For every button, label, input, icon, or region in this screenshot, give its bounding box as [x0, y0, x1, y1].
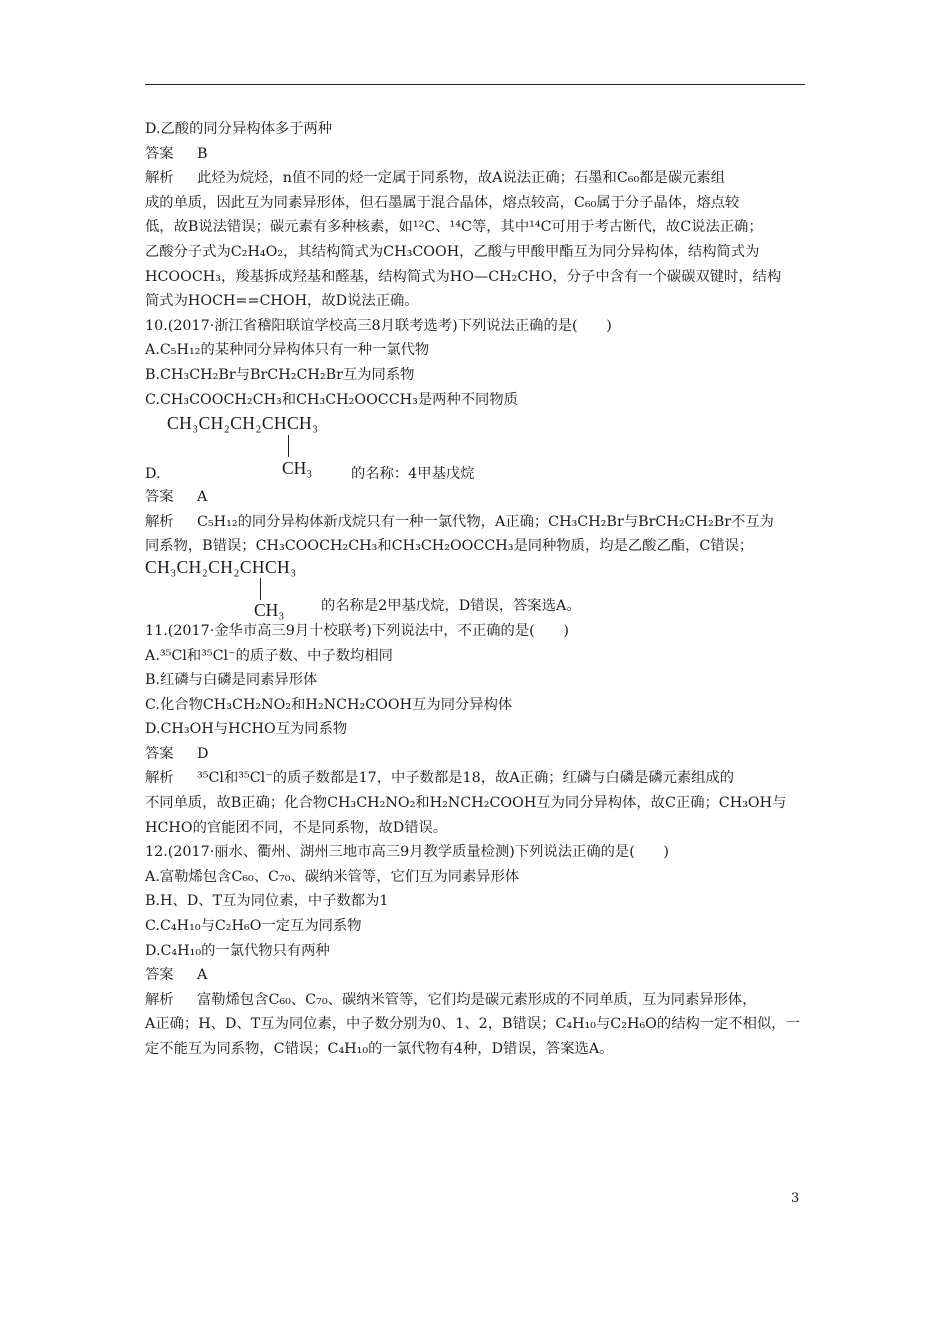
- answer-value: B: [197, 145, 208, 162]
- answer-q11: [145, 742, 809, 767]
- explanation-formula-name: 的名称是2甲基戊烷，D错误，答案选A。: [321, 597, 581, 614]
- answer-label: 答案: [145, 967, 174, 984]
- answer-label: 答案: [145, 489, 174, 506]
- q12-option-b: B.H、D、T互为同位素，中子数都为1: [145, 893, 389, 910]
- answer-q12: [145, 963, 809, 988]
- option-d-name: 的名称：4甲基戊烷: [351, 466, 475, 483]
- document-body: [145, 117, 809, 1062]
- option-d-prefix: D.: [145, 466, 161, 483]
- explanation-q11-line3: HCHO的官能团不同，不是同系物，故D错误。: [145, 819, 448, 836]
- answer-q9: [145, 142, 809, 167]
- explanation-label: 解析: [145, 991, 174, 1008]
- answer-label: 答案: [145, 745, 174, 762]
- q12-option-c: C.C₄H₁₀与C₂H₆O一定互为同系物: [145, 918, 362, 935]
- explanation-q9-line3: 低，故B说法错误；碳元素有多种核素，如¹²C、¹⁴C等，其中¹⁴C可用于考古断代，故C说法正确；: [145, 219, 763, 236]
- explanation-q10-line1: 解析 C₅H₁₂的同分异构体新戊烷只有一种一氯代物，A正确；CH₃CH₂Br与BrCH₂CH₂Br不互为: [145, 510, 809, 535]
- question-10: 10.(2017·浙江省稽阳联谊学校高三8月联考选考)下列说法正确的是( ): [145, 317, 612, 334]
- explanation-q11-line1: 解析 ³⁵Cl和³⁵Cl⁻的质子数都是17，中子数都是18，故A正确；红磷与白磷是磷元素组成的: [145, 766, 809, 791]
- structural-bond: [260, 578, 261, 600]
- question-11: 11.(2017·金华市高三9月十校联考)下列说法中，不正确的是( ): [145, 622, 569, 639]
- q12-option-d: D.C₄H₁₀的一氯代物只有两种: [145, 942, 330, 959]
- explanation-q12-line2: A正确；H、D、T互为同位素，中子数分别为0、1、2，B错误；C₄H₁₀与C₂H₆O的结构一定不相似，一: [145, 1016, 800, 1033]
- q12-option-a: A.富勒烯包含C₆₀、C₇₀、碳纳米管等，它们互为同素异形体: [145, 868, 520, 885]
- q11-option-d: D.CH₃OH与HCHO互为同系物: [145, 721, 348, 738]
- structural-formula-branch: CH₃: [254, 599, 285, 620]
- q10-option-b: B.CH₃CH₂Br与BrCH₂CH₂Br互为同系物: [145, 366, 415, 383]
- q10-option-d-formula: [145, 412, 809, 485]
- structural-formula-chain: CH₃CH₂CH₂CHCH₃: [167, 413, 319, 434]
- explanation-q9-line5: HCOOCH₃，羧基拆成羟基和醛基，结构简式为HO—CH₂CHO，分子中含有一个碳碳双键时，结构: [145, 268, 782, 285]
- explanation-q9-line1: 解析 此烃为烷烃，n值不同的烃一定属于同系物，故A说法正确；石墨和C₆₀都是碳元素组: [145, 166, 809, 191]
- explanation-q9-line2: 成的单质，因此互为同素异形体，但石墨属于混合晶体，熔点较高，C₆₀属于分子晶体，熔点较: [145, 194, 740, 211]
- q11-option-b: B.红磷与白磷是同素异形体: [145, 672, 318, 689]
- answer-label: 答案: [145, 145, 174, 162]
- page-number: 3: [791, 1191, 800, 1206]
- option-d-q9: D.乙酸的同分异构体多于两种: [145, 121, 333, 137]
- answer-value: D: [197, 745, 209, 762]
- header-rule: [145, 84, 805, 85]
- structural-bond: [288, 435, 289, 457]
- structural-formula-branch: CH₃: [282, 458, 313, 479]
- q10-option-a: A.C₅H₁₂的某种同分异构体只有一种一氯代物: [145, 342, 430, 359]
- q10-explanation-formula: [145, 556, 809, 620]
- q11-option-c: C.化合物CH₃CH₂NO₂和H₂NCH₂COOH互为同分异构体: [145, 696, 513, 713]
- explanation-q12-line3: 定不能互为同系物，C错误；C₄H₁₀的一氯代物有4种，D错误，答案选A。: [145, 1041, 614, 1057]
- explanation-q9-line4: 乙酸分子式为C₂H₄O₂，其结构简式为CH₃COOH，乙酸与甲酸甲酯互为同分异构体，结构简式为: [145, 243, 760, 260]
- explanation-q9-line6: 简式为HOCH==CHOH，故D说法正确。: [145, 293, 419, 310]
- answer-value: A: [197, 489, 208, 506]
- explanation-q10-line2: 同系物，B错误；CH₃COOCH₂CH₃和CH₃CH₂OOCCH₃是同种物质，均是乙酸乙酯，C错误；: [145, 538, 754, 555]
- explanation-label: 解析: [145, 513, 174, 530]
- explanation-q12-line1: 解析 富勒烯包含C₆₀、C₇₀、碳纳米管等，它们均是碳元素形成的不同单质，互为同素异形体，: [145, 988, 809, 1013]
- structural-formula-chain: CH₃CH₂CH₂CHCH₃: [145, 556, 297, 577]
- q11-option-a: A.³⁵Cl和³⁵Cl⁻的质子数、中子数均相同: [145, 647, 393, 664]
- question-12: 12.(2017·丽水、衢州、湖州三地市高三9月教学质量检测)下列说法正确的是( ): [145, 844, 669, 861]
- explanation-q11-line2: 不同单质，故B正确；化合物CH₃CH₂NO₂和H₂NCH₂COOH互为同分异构体，故C正确；CH₃OH与: [145, 795, 787, 812]
- answer-value: A: [197, 967, 208, 984]
- answer-q10: [145, 485, 809, 510]
- explanation-label: 解析: [145, 770, 174, 787]
- q10-option-c: C.CH₃COOCH₂CH₃和CH₃CH₂OOCCH₃是两种不同物质: [145, 391, 518, 408]
- explanation-label: 解析: [145, 170, 174, 187]
